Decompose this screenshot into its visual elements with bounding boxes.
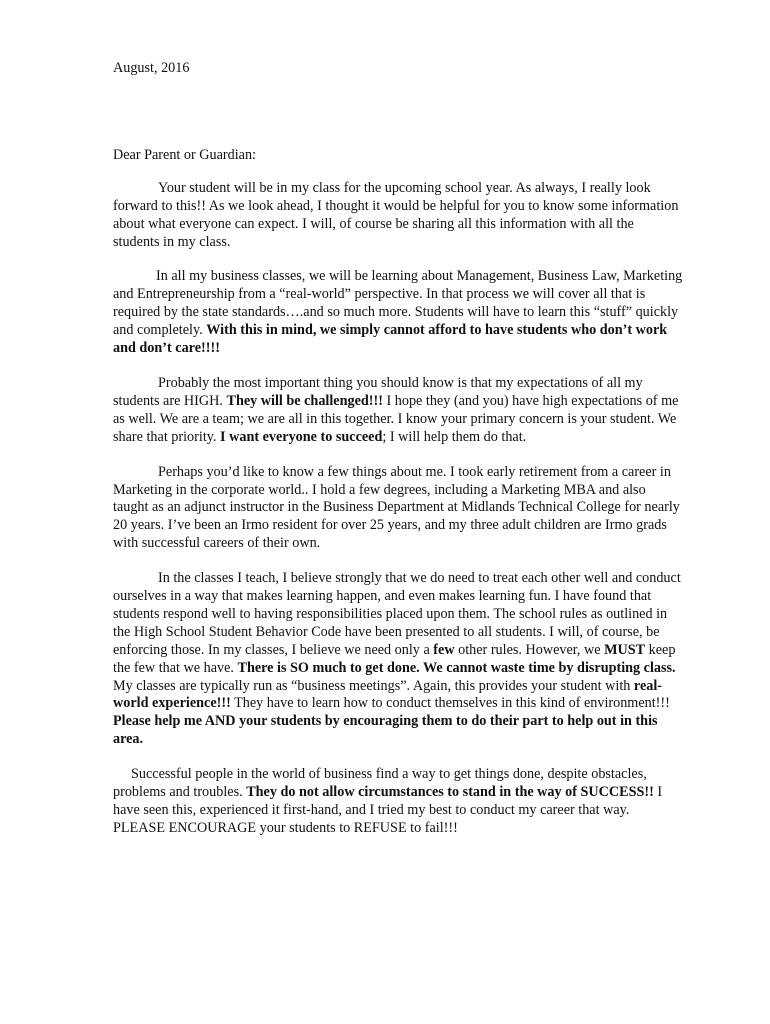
letter-date: August, 2016	[113, 60, 190, 76]
paragraph-expectations	[113, 375, 683, 447]
bold-text-run: Please help me AND your students by encouraging them to do their part to help out in this area.	[113, 713, 658, 748]
paragraph-success	[113, 766, 683, 838]
text-run: In all my business classes, we will be learning about Management, Business Law, Marketing and Entrepreneurship from a “real-world” perspective. In that process we will cover all that is required by the state standards….and so much more. Students will have to learn this “stuff” quickly and completely.	[113, 268, 683, 339]
bold-text-run: MUST	[604, 641, 646, 658]
text-run: ; I will help them do that.	[382, 428, 527, 445]
bold-text-run: They do not allow circumstances to stand in the way of SUCCESS!!	[246, 784, 654, 801]
bold-text-run: With this in mind, we simply cannot afford to have students who don’t work and don’t care!!!!	[113, 322, 668, 357]
text-run: Perhaps you’d like to know a few things about me. I took early retirement from a career in Marketing in the corporate world.. I hold a few degrees, including a Marketing MBA and also taught as an adjunct instructor in the Business Department at Midlands Technical College for nearly 20 years. I’ve been an Irmo resident for over 25 years, and my three adult children are Irmo grads with successful careers of their own.	[113, 463, 680, 552]
bold-text-run: There is SO much to get done. We cannot waste time by disrupting class.	[237, 659, 676, 676]
salutation: Dear Parent or Guardian:	[113, 146, 256, 163]
text-run: keep the few that we have.	[113, 641, 676, 676]
paragraph-business-classes	[113, 268, 683, 358]
text-run: Successful people in the world of business find a way to get things done, despite obstacles, problems and troubles.	[113, 766, 647, 801]
bold-text-run: few	[433, 641, 455, 658]
text-run: I have seen this, experienced it first-hand, and I tried my best to conduct my career that way. PLEASE ENCOURAGE your students to REFUSE to fail!!!	[113, 784, 663, 836]
text-run: I hope they (and you) have high expectations of me as well. We are a team; we are all in this together. I know your primary concern is your student. We share that priority.	[113, 392, 679, 445]
text-run: other rules. However, we	[454, 641, 605, 658]
bold-text-run: I want everyone to succeed	[220, 428, 383, 445]
text-run: Your student will be in my class for the upcoming school year. As always, I really look forward to this!! As we look ahead, I thought it would be helpful for you to know some information about what everyone can expect. I will, of course be sharing all this information with all the students in my class.	[113, 179, 679, 250]
letter-body	[113, 60, 683, 838]
paragraph-about-me	[113, 464, 683, 554]
bold-text-run: real-world experience!!!	[113, 677, 663, 712]
paragraph-classroom-rules	[113, 570, 683, 749]
text-run: They have to learn how to conduct themselves in this kind of environment!!!	[230, 695, 670, 712]
bold-text-run: They will be challenged!!!	[226, 392, 383, 409]
text-run: Probably the most important thing you should know is that my expectations of all my students are HIGH.	[113, 374, 643, 409]
text-run: My classes are typically run as “business meetings”. Again, this provides your student with	[113, 677, 634, 694]
paragraph-introduction	[113, 180, 683, 252]
text-run: In the classes I teach, I believe strongly that we do need to treat each other well and conduct ourselves in a way that makes learning happen, and even makes learning fun. I have found that students respond well to having responsibilities placed upon them. The school rules as outlined in the High School Student Behavior Code have been presented to all students. I will, of course, be enforcing those. In my classes, I believe we need only a	[113, 570, 681, 658]
